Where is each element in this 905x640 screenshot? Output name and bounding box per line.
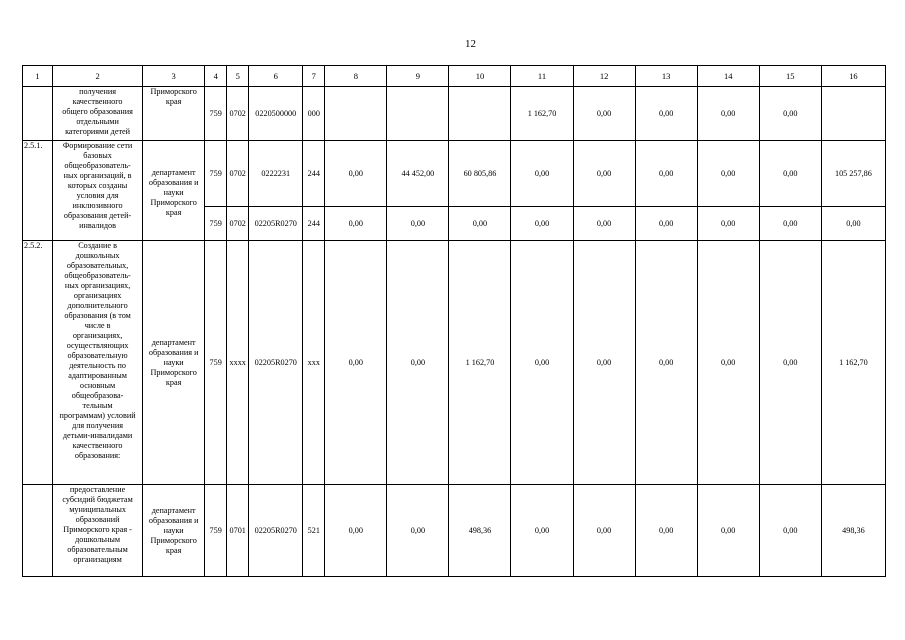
value-cell: 0,00 (511, 485, 573, 577)
row-number: 2.5.2. (23, 241, 53, 485)
row-description: предоставление субсидий бюджетам муниципальных образований Приморского края - дошкольным образовательным организациям (53, 485, 143, 577)
header-cell: 3 (143, 66, 205, 87)
row-number (23, 485, 53, 577)
grbs-code: 759 (205, 141, 227, 207)
header-cell: 16 (821, 66, 885, 87)
value-cell: 0,00 (325, 241, 387, 485)
value-cell: 105 257,86 (821, 141, 885, 207)
value-cell: 0,00 (573, 207, 635, 241)
row-number (23, 87, 53, 141)
value-cell: 0,00 (759, 207, 821, 241)
expense-type: 521 (303, 485, 325, 577)
value-cell: 0,00 (697, 207, 759, 241)
value-cell: 0,00 (573, 141, 635, 207)
header-cell: 6 (249, 66, 303, 87)
header-cell: 5 (227, 66, 249, 87)
value-cell: 0,00 (635, 207, 697, 241)
value-cell: 498,36 (449, 485, 511, 577)
value-cell: 0,00 (635, 485, 697, 577)
value-cell: 0,00 (511, 241, 573, 485)
value-cell: 0,00 (821, 207, 885, 241)
target-code: 02205R0270 (249, 241, 303, 485)
value-cell (387, 87, 449, 141)
value-cell: 1 162,70 (511, 87, 573, 141)
header-cell: 8 (325, 66, 387, 87)
value-cell: 0,00 (759, 87, 821, 141)
target-code: 0222231 (249, 141, 303, 207)
value-cell: 498,36 (821, 485, 885, 577)
table-row (23, 141, 886, 207)
header-cell: 2 (53, 66, 143, 87)
value-cell: 0,00 (635, 141, 697, 207)
section-code: 0702 (227, 141, 249, 207)
value-cell (821, 87, 885, 141)
expense-type: 244 (303, 207, 325, 241)
value-cell: 0,00 (635, 87, 697, 141)
grbs-code: 759 (205, 241, 227, 485)
value-cell: 0,00 (573, 485, 635, 577)
value-cell: 0,00 (759, 141, 821, 207)
header-cell: 15 (759, 66, 821, 87)
value-cell: 0,00 (759, 241, 821, 485)
table-row (23, 485, 886, 577)
row-description: Формирование сети базовых общеобразователь- ных организаций, в которых созданы условия для инклюзивного образования детей- инвалидов (53, 141, 143, 241)
target-code: 02205R0270 (249, 207, 303, 241)
value-cell: 0,00 (759, 485, 821, 577)
value-cell: 60 805,86 (449, 141, 511, 207)
value-cell (449, 87, 511, 141)
table-row (23, 241, 886, 485)
responsible-org: Приморского края (143, 87, 205, 141)
header-row (23, 66, 886, 87)
value-cell: 0,00 (511, 141, 573, 207)
value-cell: 0,00 (325, 141, 387, 207)
value-cell: 0,00 (387, 485, 449, 577)
responsible-org: департамент образования и науки Приморского края (143, 141, 205, 241)
expense-type: 000 (303, 87, 325, 141)
value-cell: 0,00 (697, 485, 759, 577)
value-cell: 0,00 (387, 207, 449, 241)
header-cell: 12 (573, 66, 635, 87)
header-cell: 9 (387, 66, 449, 87)
target-code: 02205R0270 (249, 485, 303, 577)
value-cell: 0,00 (387, 241, 449, 485)
header-cell: 7 (303, 66, 325, 87)
value-cell: 0,00 (573, 87, 635, 141)
section-code: 0702 (227, 87, 249, 141)
section-code: 0702 (227, 207, 249, 241)
responsible-org: департамент образования и науки Приморского края (143, 241, 205, 485)
value-cell: 0,00 (511, 207, 573, 241)
value-cell: 0,00 (635, 241, 697, 485)
value-cell: 0,00 (697, 241, 759, 485)
value-cell (325, 87, 387, 141)
responsible-org: департамент образования и науки Приморского края (143, 485, 205, 577)
page-number: 12 (465, 38, 476, 50)
value-cell: 0,00 (697, 87, 759, 141)
header-cell: 14 (697, 66, 759, 87)
target-code: 0220500000 (249, 87, 303, 141)
value-cell: 1 162,70 (821, 241, 885, 485)
header-cell: 11 (511, 66, 573, 87)
row-description: получения качественного общего образования отдельными категориями детей (53, 87, 143, 141)
header-cell: 13 (635, 66, 697, 87)
header-cell: 1 (23, 66, 53, 87)
row-number: 2.5.1. (23, 141, 53, 241)
grbs-code: 759 (205, 485, 227, 577)
grbs-code: 759 (205, 207, 227, 241)
header-cell: 10 (449, 66, 511, 87)
grbs-code: 759 (205, 87, 227, 141)
section-code: 0701 (227, 485, 249, 577)
value-cell: 1 162,70 (449, 241, 511, 485)
expense-type: xxx (303, 241, 325, 485)
value-cell: 0,00 (697, 141, 759, 207)
value-cell: 0,00 (325, 207, 387, 241)
budget-table (22, 65, 886, 577)
header-cell: 4 (205, 66, 227, 87)
value-cell: 0,00 (573, 241, 635, 485)
table-row (23, 87, 886, 141)
value-cell: 44 452,00 (387, 141, 449, 207)
value-cell: 0,00 (449, 207, 511, 241)
expense-type: 244 (303, 141, 325, 207)
row-description: Создание в дошкольных образовательных, общеобразователь- ных организациях, организациях дополнительного образования (в том числе в организациях, осуществляющих образовательную деятельность по адаптированным основным общеобразова- тельным программам) условий для получения детьми-инвалидами качественного образования: (53, 241, 143, 485)
value-cell: 0,00 (325, 485, 387, 577)
section-code: xxxx (227, 241, 249, 485)
